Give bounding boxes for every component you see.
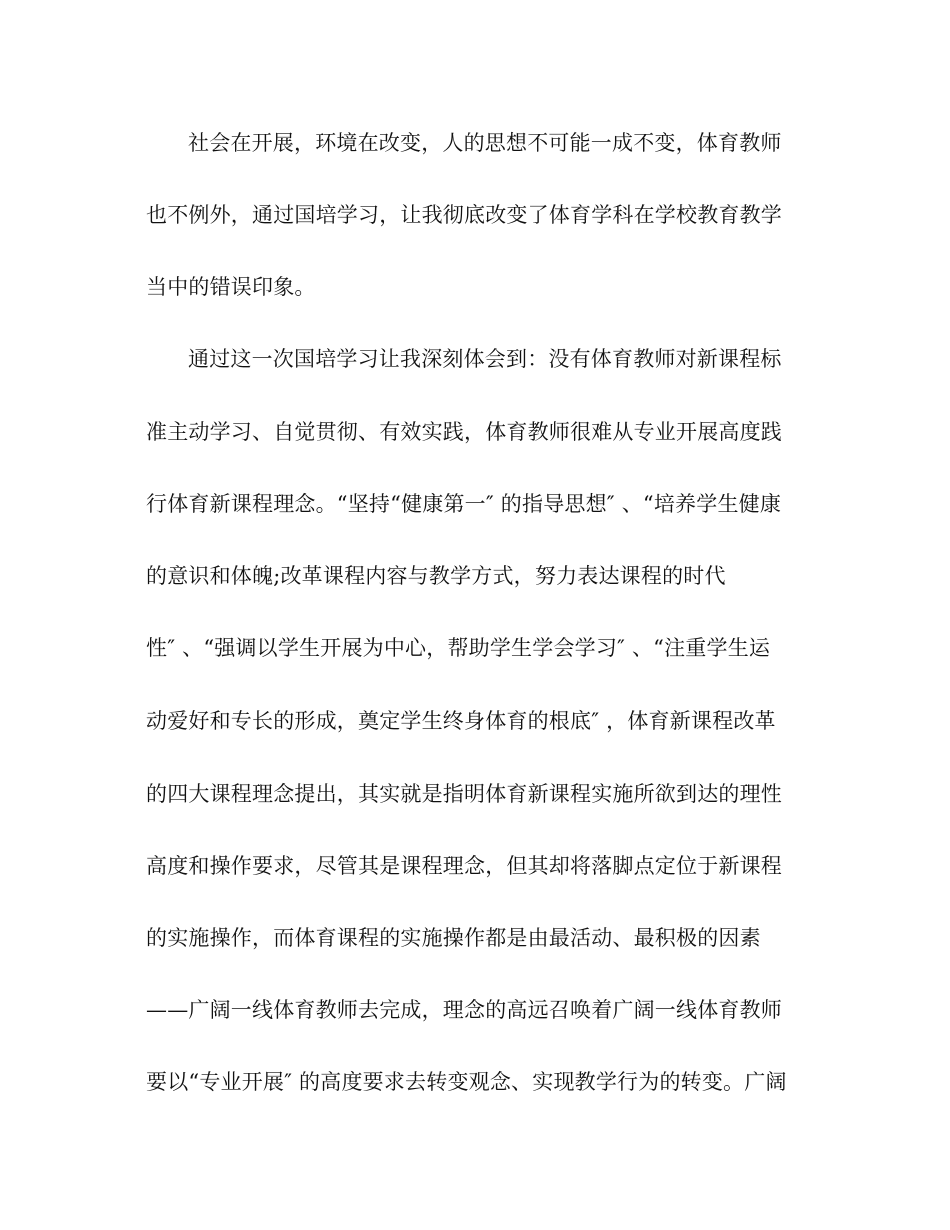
paragraph-2-line-4: 的意识和体魄;改革课程内容与教学方式，努力表达课程的时代 — [146, 564, 726, 588]
paragraph-1-line-1: 社会在开展，环境在改变，人的思想不可能一成不变，体育教师 — [188, 131, 782, 155]
paragraph-2-line-2: 准主动学习、自觉贯彻、有效实践，体育教师很难从专业开展高度践 — [146, 420, 782, 444]
paragraph-2-line-5: 性″ 、“强调以学生开展为中心，帮助学生学会学习″ 、“注重学生运 — [146, 636, 771, 660]
paragraph-2-line-10: ——广阔一线体育教师去完成，理念的高远召唤着广阔一线体育教师 — [146, 998, 782, 1022]
paragraph-1-line-3: 当中的错误印象。 — [146, 275, 316, 299]
paragraph-2-line-3: 行体育新课程理念。“坚持“健康第一″ 的指导思想″ 、“培养学生健康 — [146, 492, 782, 516]
paragraph-2-line-11: 要以“专业开展″ 的高度要求去转变观念、实现教学行为的转变。广阔 — [146, 1070, 787, 1094]
paragraph-2-line-7: 的四大课程理念提出，其实就是指明体育新课程实施所欲到达的理性 — [146, 782, 782, 806]
paragraph-1-line-2: 也不例外，通过国培学习，让我彻底改变了体育学科在学校教育教学 — [146, 203, 782, 227]
paragraph-2-line-9: 的实施操作，而体育课程的实施操作都是由最活动、最积极的因素 — [146, 926, 761, 950]
paragraph-2-line-1: 通过这一次国培学习让我深刻体会到：没有体育教师对新课程标 — [188, 347, 782, 371]
paragraph-2-line-8: 高度和操作要求，尽管其是课程理念，但其却将落脚点定位于新课程 — [146, 854, 782, 878]
paragraph-2-line-6: 动爱好和专长的形成，奠定学生终身体育的根底″ ，体育新课程改革 — [146, 709, 776, 733]
